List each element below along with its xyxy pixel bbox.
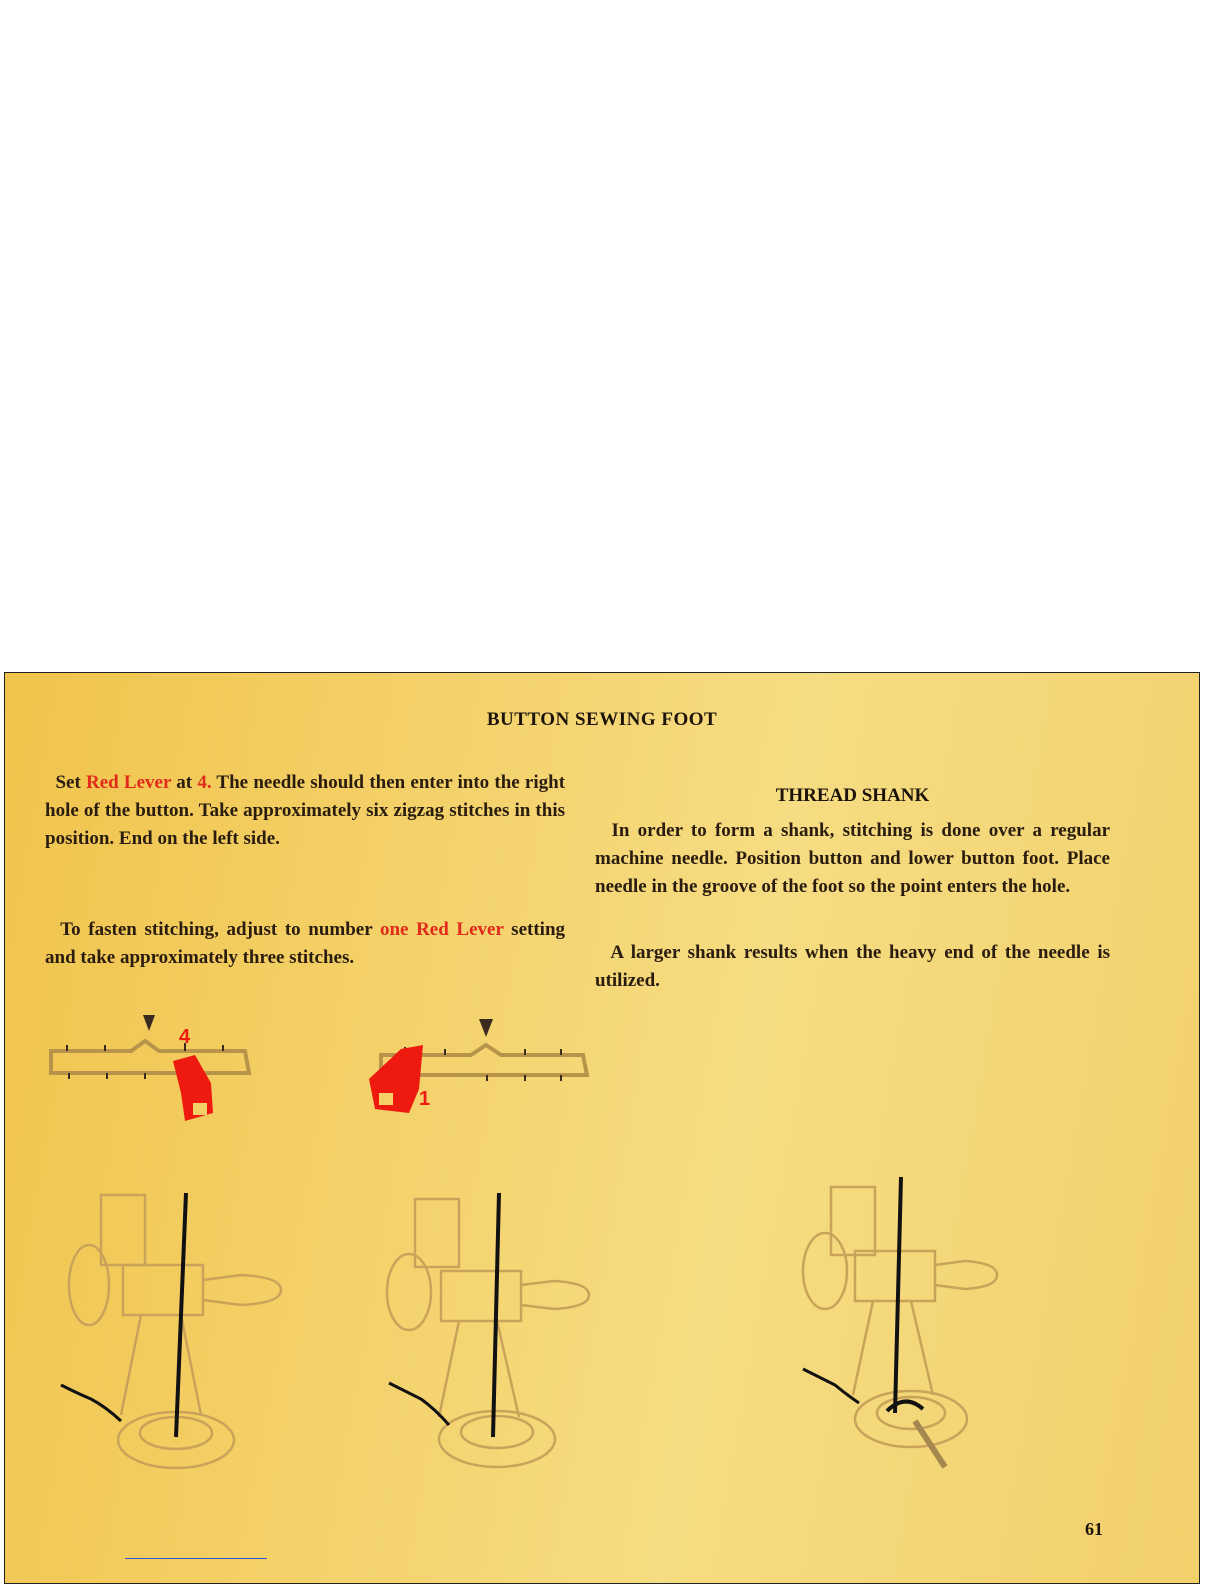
button-foot-drawing-1 (51, 1185, 301, 1475)
pointer-arrow-icon (479, 1019, 493, 1037)
thread-shank-drawing (795, 1173, 1015, 1473)
p1-text-1: Set (55, 772, 86, 793)
needle-line (895, 1177, 901, 1413)
page-title: BUTTON SEWING FOOT (486, 709, 718, 730)
p2-text-2: setting and take approximately three stitches. (45, 919, 566, 968)
shank-thread-loop (887, 1401, 923, 1411)
needle-line (493, 1193, 499, 1437)
lever-scale (51, 1041, 249, 1073)
lever-setting-4-illustration (45, 1003, 265, 1148)
p3-text: In order to form a shank, stitching is done over a regular machine needle. Position button and lower button foot. Place needle in the groove of the foot so the point enters the hole. (595, 820, 1111, 897)
page-number: 61 (1085, 1519, 1103, 1539)
thread-line (803, 1369, 859, 1403)
red-lever-icon (369, 1045, 423, 1113)
right-paragraph-1 (595, 817, 1110, 901)
left-paragraph-2 (45, 916, 565, 972)
red-lever-one-text: one Red Lever (379, 919, 504, 940)
p1-text-3: The needle should then enter into the right hole of the button. Take approximately six zigzag stitches in this position. End on the left side. (45, 772, 566, 849)
thread-line (61, 1385, 121, 1421)
left-paragraph-1 (45, 769, 565, 853)
p2-text-1: To fasten stitching, adjust to number (60, 919, 380, 940)
manual-page-scan (4, 672, 1200, 1584)
lever-setting-1-illustration (361, 1009, 597, 1159)
button-foot-drawing-2 (379, 1187, 609, 1472)
red-lever-text: Red Lever (85, 772, 172, 793)
thread-line (389, 1383, 449, 1425)
right-paragraph-2 (595, 939, 1110, 995)
thread-shank-heading: THREAD SHANK (775, 785, 930, 806)
lever-label-4: 4 (179, 1026, 191, 1048)
p4-text: A larger shank results when the heavy end of the needle is utilized. (595, 942, 1110, 991)
pointer-arrow-icon (143, 1015, 155, 1031)
lever-label-1: 1 (419, 1088, 431, 1110)
link-underline[interactable] (125, 1558, 267, 1559)
red-setting-4: 4. (197, 772, 212, 793)
p1-text-2: at (171, 772, 198, 793)
